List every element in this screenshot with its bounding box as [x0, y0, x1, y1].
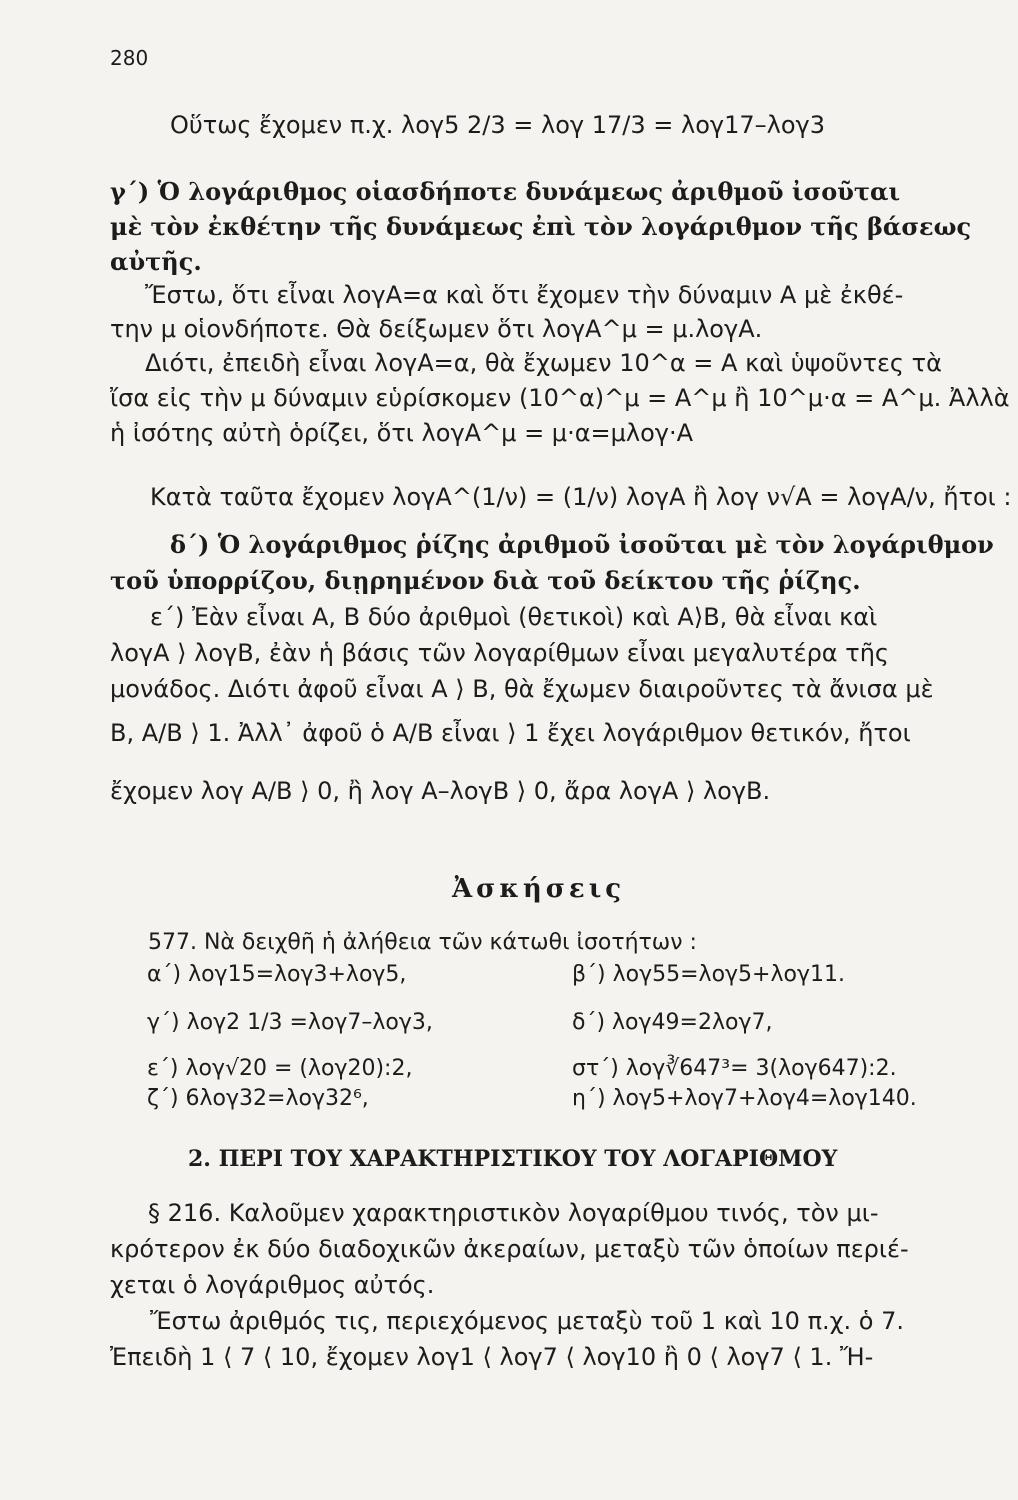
- text-line-9: ἡ ἰσότης αὐτὴ ὁρίζει, ὅτι λογΑ^μ = μ·α=μλογ·Α: [110, 419, 694, 447]
- text-line-1: Οὕτως ἔχομεν π.χ. λογ5 2/3 = λογ 17/3 = λογ17–λογ3: [170, 111, 825, 139]
- text-line-13: ε΄) Ἐὰν εἶναι Α, Β δύο ἀριθμοὶ (θετικοὶ) καὶ Α⟩Β, θὰ εἶναι καὶ: [150, 603, 878, 631]
- page-number: 280: [110, 46, 149, 70]
- section-line-1: § 216. Καλοῦμεν χαρακτηριστικὸν λογαρίθμου τινός, τὸν μι-: [148, 1199, 879, 1227]
- exercise-g: ζ΄) 6λογ32=λογ32⁶,: [147, 1086, 369, 1111]
- text-line-17: ἔχομεν λογ Α/Β ⟩ 0, ἢ λογ Α–λογΒ ⟩ 0, ἄρα λογΑ ⟩ λογΒ.: [110, 777, 771, 805]
- exercise-d: δ΄) λογ49=2λογ7,: [572, 1010, 773, 1035]
- text-line-6: την μ οἱονδήποτε. Θὰ δείξωμεν ὅτι λογΑ^μ = μ.λογΑ.: [110, 315, 763, 343]
- text-line-16: Β, Α/Β ⟩ 1. Ἀλλ᾽ ἀφοῦ ὁ Α/Β εἶναι ⟩ 1 ἔχει λογάριθμον θετικόν, ἤτοι: [110, 719, 911, 747]
- formula-root-line: Κατὰ ταῦτα ἔχομεν λογΑ^(1/ν) = (1/ν) λογΑ ἢ λογ ν√Α = λογΑ/ν, ἤτοι :: [150, 483, 1012, 511]
- theorem-gamma-line-2: μὲ τὸν ἐκθέτην τῆς δυνάμεως ἐπὶ τὸν λογάριθμον τῆς βάσεως: [110, 212, 972, 241]
- exercises-heading: Ἀσκήσεις: [452, 874, 626, 904]
- exercise-b: β΄) λογ55=λογ5+λογ11.: [572, 962, 845, 987]
- theorem-gamma-line-3: αὐτῆς.: [110, 247, 202, 276]
- text-line-5: Ἔστω, ὅτι εἶναι λογΑ=α καὶ ὅτι ἔχομεν τὴν δύναμιν Α μὲ ἐκθέ-: [145, 281, 904, 309]
- theorem-gamma-text-1: γ΄) Ὁ λογάριθμος οἱασδήποτε δυνάμεως ἀριθμοῦ ἰσοῦται: [110, 177, 901, 206]
- text-line-8: ἴσα εἰς τὴν μ δύναμιν εὑρίσκομεν (10^α)^μ = Α^μ ἢ 10^μ·α = Α^μ. Ἀλλὰ: [110, 384, 1010, 412]
- exercise-intro: 577. Νὰ δειχθῆ ἡ ἀλήθεια τῶν κάτωθι ἰσοτήτων :: [148, 930, 697, 955]
- exercise-e: ε΄) λογ√20 = (λογ20):2,: [147, 1056, 413, 1081]
- text-line-15: μονάδος. Διότι ἀφοῦ εἶναι Α ⟩ Β, θὰ ἔχωμεν διαιροῦντες τὰ ἄνισα μὲ: [110, 675, 934, 703]
- section-line-4: Ἔστω ἀριθμός τις, περιεχόμενος μεταξὺ τοῦ 1 καὶ 10 π.χ. ὁ 7.: [150, 1307, 904, 1335]
- exercise-a: α΄) λογ15=λογ3+λογ5,: [147, 962, 407, 987]
- theorem-delta-line-1: δ΄) Ὁ λογάριθμος ῥίζης ἀριθμοῦ ἰσοῦται μὲ τὸν λογάριθμον: [170, 530, 994, 559]
- theorem-gamma-line-1: [110, 177, 958, 207]
- text-line-7: Διότι, ἐπειδὴ εἶναι λογΑ=α, θὰ ἔχωμεν 10^α = Α καὶ ὑψοῦντες τὰ: [145, 349, 942, 377]
- exercise-f: στ΄) λογ∛647³= 3(λογ647):2.: [572, 1056, 897, 1081]
- exercise-c: γ΄) λογ2 1/3 =λογ7–λογ3,: [147, 1010, 433, 1035]
- theorem-delta-line-2: τοῦ ὑπορρίζου, διῃρημένον διὰ τοῦ δείκτου τῆς ῥίζης.: [110, 566, 861, 595]
- exercise-h: η΄) λογ5+λογ7+λογ4=λογ140.: [572, 1086, 917, 1111]
- section-line-5: Ἐπειδὴ 1 ⟨ 7 ⟨ 10, ἔχομεν λογ1 ⟨ λογ7 ⟨ λογ10 ἢ 0 ⟨ λογ7 ⟨ 1. Ἤ-: [110, 1343, 874, 1371]
- section-line-2: κρότερον ἐκ δύο διαδοχικῶν ἀκεραίων, μεταξὺ τῶν ὁποίων περιέ-: [110, 1235, 909, 1263]
- text-line-14: λογΑ ⟩ λογΒ, ἐὰν ἡ βάσις τῶν λογαρίθμων εἶναι μεγαλυτέρα τῆς: [110, 639, 890, 667]
- section-line-3: χεται ὁ λογάριθμος αὐτός.: [110, 1271, 435, 1299]
- section-heading: 2. ΠΕΡΙ ΤΟΥ ΧΑΡΑΚΤΗΡΙΣΤΙΚΟΥ ΤΟΥ ΛΟΓΑΡΙΘΜΟΥ: [188, 1146, 838, 1172]
